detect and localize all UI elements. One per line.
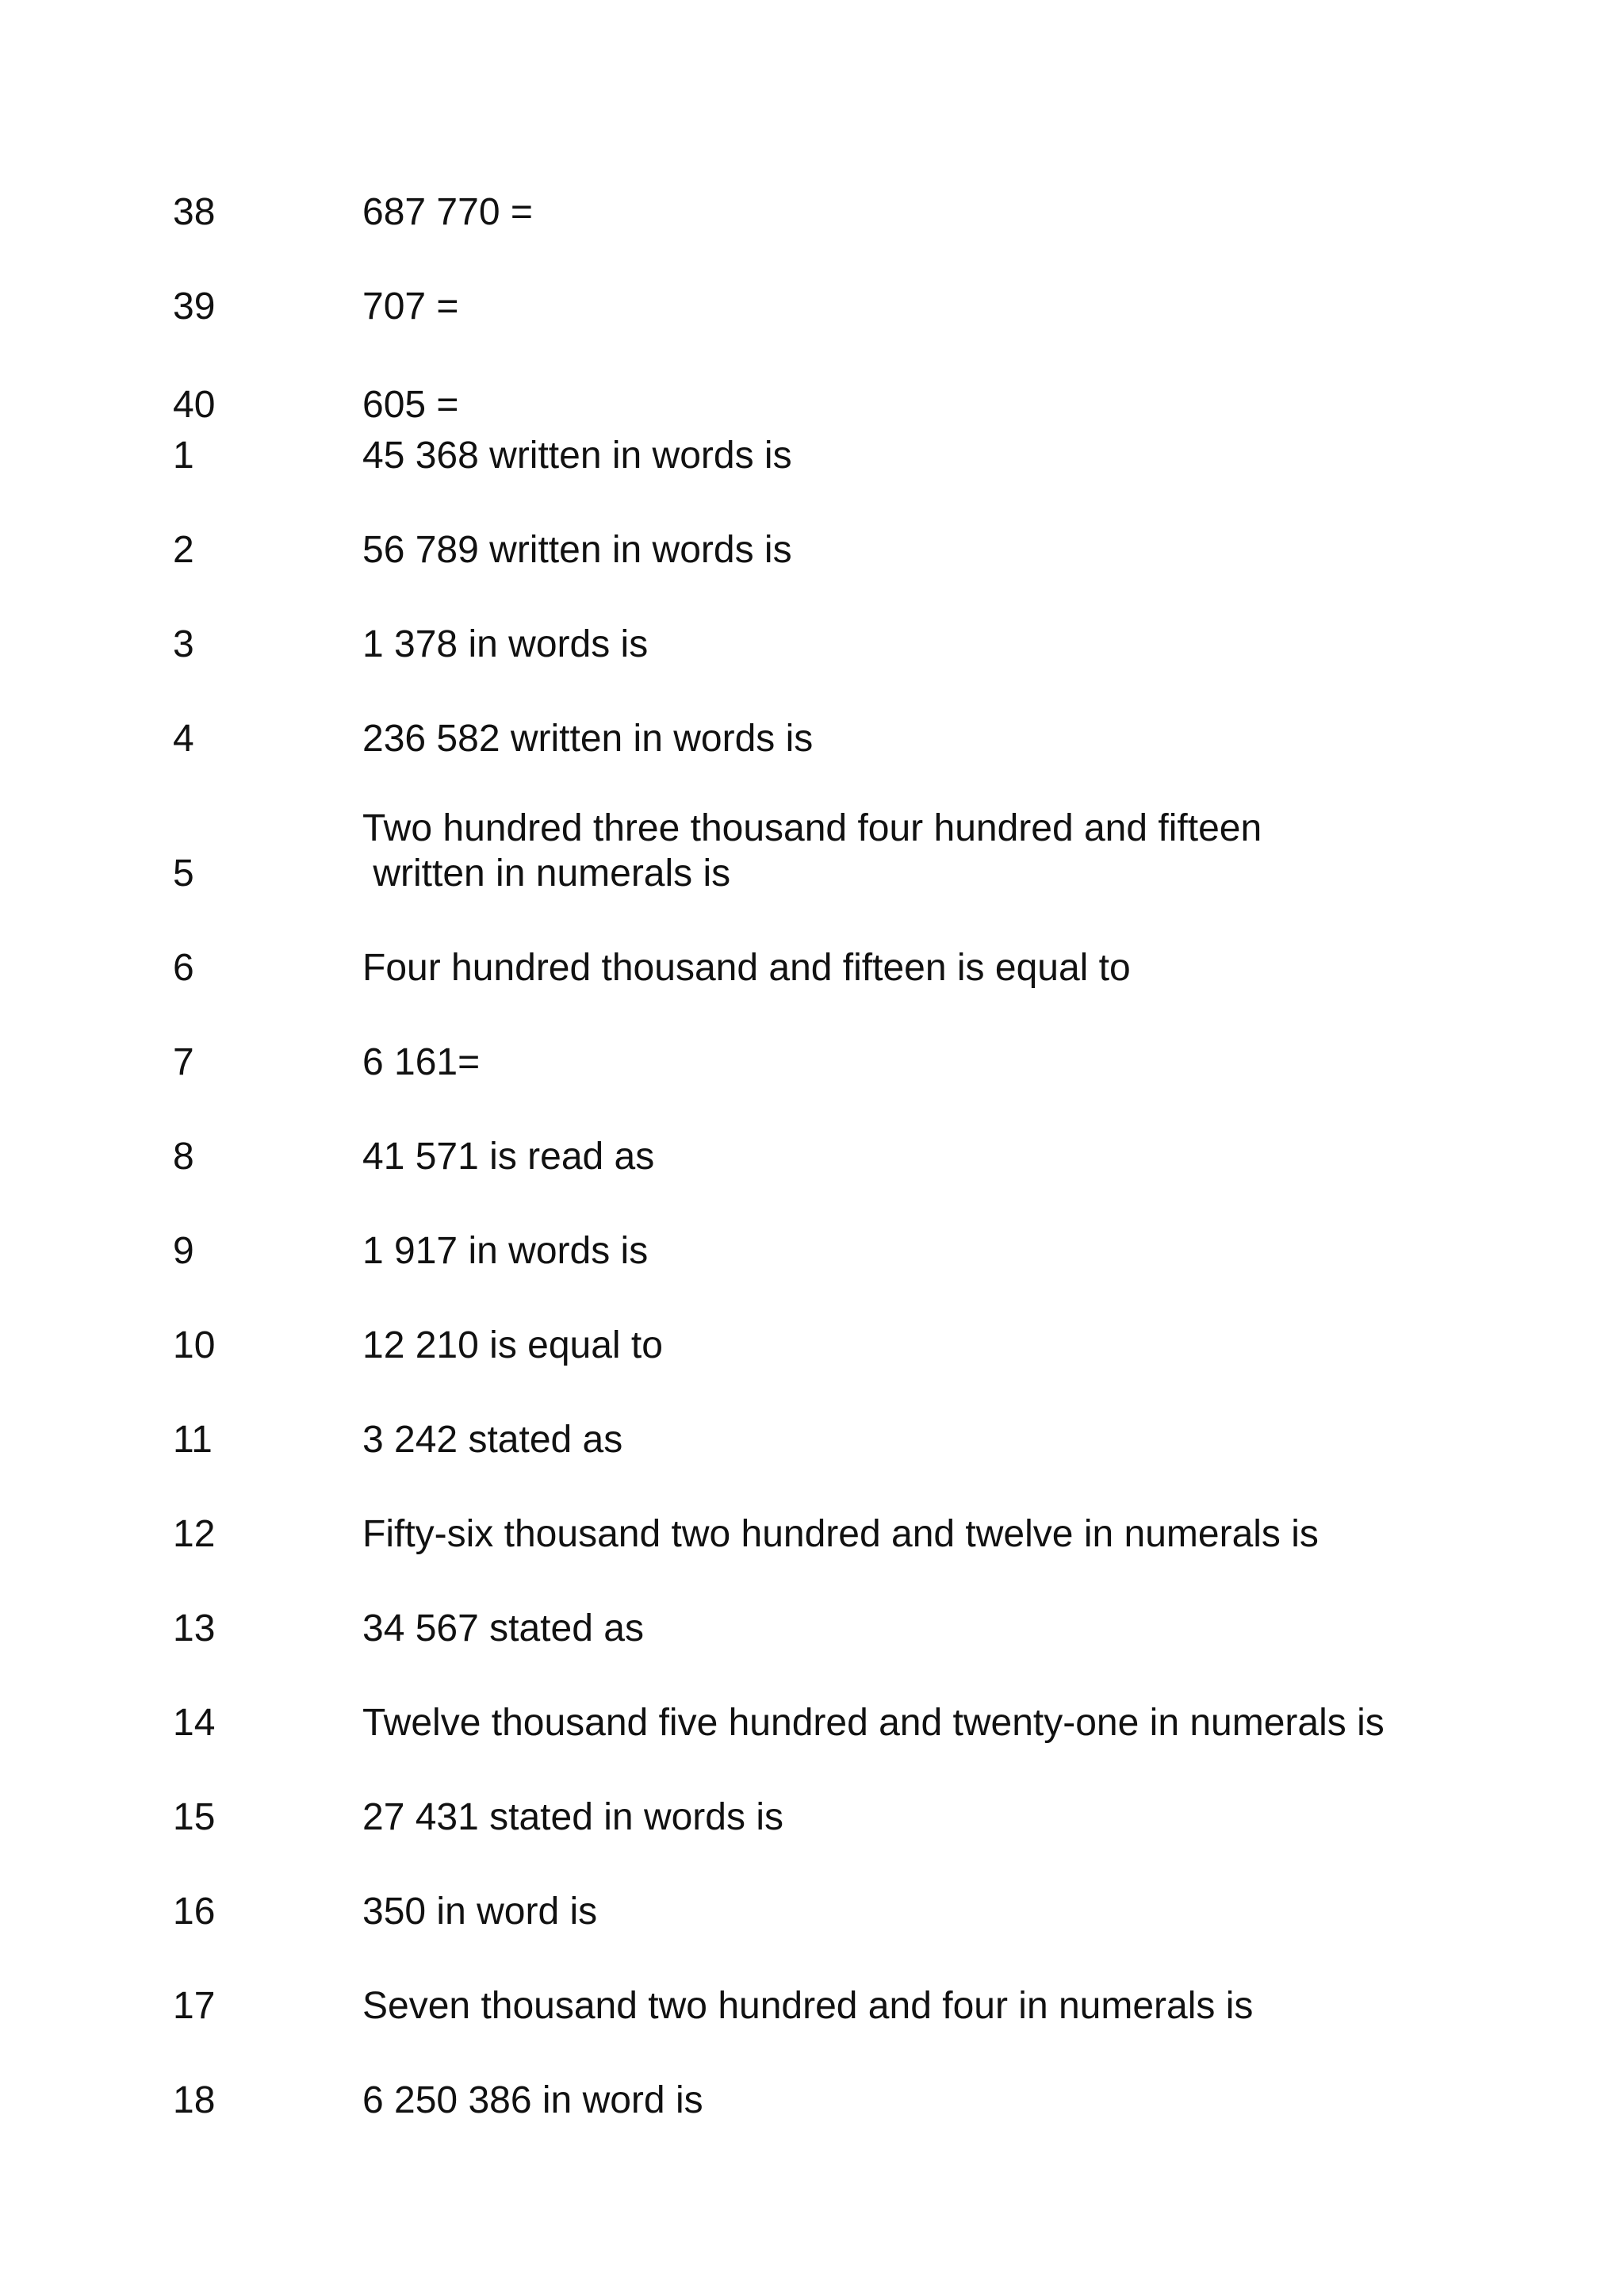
question-number: 6 [173, 947, 194, 989]
question-number: 4 [173, 718, 194, 760]
question-text: Two hundred three thousand four hundred and fifteen written in numerals is [362, 807, 1262, 895]
question-number: 10 [173, 1324, 216, 1366]
question-number: 18 [173, 2079, 216, 2121]
question-text: 34 567 stated as [362, 1607, 644, 1649]
question-text: Twelve thousand five hundred and twenty-one in numerals is [362, 1702, 1385, 1744]
question-text: 707 = [362, 285, 459, 328]
question-text: 605 = [362, 384, 459, 426]
question-number: 12 [173, 1513, 216, 1555]
question-number: 17 [173, 1985, 216, 2027]
question-number: 5 [173, 852, 194, 895]
question-number: 39 [173, 285, 216, 328]
question-text: 350 in word is [362, 1891, 598, 1933]
question-number: 11 [173, 1419, 213, 1461]
question-text: 12 210 is equal to [362, 1324, 663, 1366]
question-text: 3 242 stated as [362, 1419, 623, 1461]
question-text: 45 368 written in words is [362, 435, 792, 477]
question-text: Fifty-six thousand two hundred and twelve in numerals is [362, 1513, 1319, 1555]
question-number: 9 [173, 1230, 194, 1272]
question-text: Four hundred thousand and fifteen is equal to [362, 947, 1131, 989]
question-number: 2 [173, 529, 194, 571]
question-number: 38 [173, 191, 216, 233]
question-text: 1 378 in words is [362, 623, 649, 665]
question-text: 236 582 written in words is [362, 718, 814, 760]
question-text: 1 917 in words is [362, 1230, 649, 1272]
question-text: 56 789 written in words is [362, 529, 792, 571]
question-number: 40 [173, 384, 216, 426]
question-number: 14 [173, 1702, 216, 1744]
question-text: Seven thousand two hundred and four in numerals is [362, 1985, 1254, 2027]
question-text: 6 250 386 in word is [362, 2079, 703, 2121]
question-number: 8 [173, 1136, 194, 1178]
question-number: 3 [173, 623, 194, 665]
question-number: 13 [173, 1607, 216, 1649]
question-text: 687 770 = [362, 191, 533, 233]
question-text: 41 571 is read as [362, 1136, 655, 1178]
question-text: 6 161= [362, 1041, 481, 1083]
question-number: 15 [173, 1796, 216, 1838]
question-text: 27 431 stated in words is [362, 1796, 783, 1838]
question-number: 7 [173, 1041, 194, 1083]
question-number: 16 [173, 1891, 216, 1933]
question-number: 1 [173, 435, 194, 477]
